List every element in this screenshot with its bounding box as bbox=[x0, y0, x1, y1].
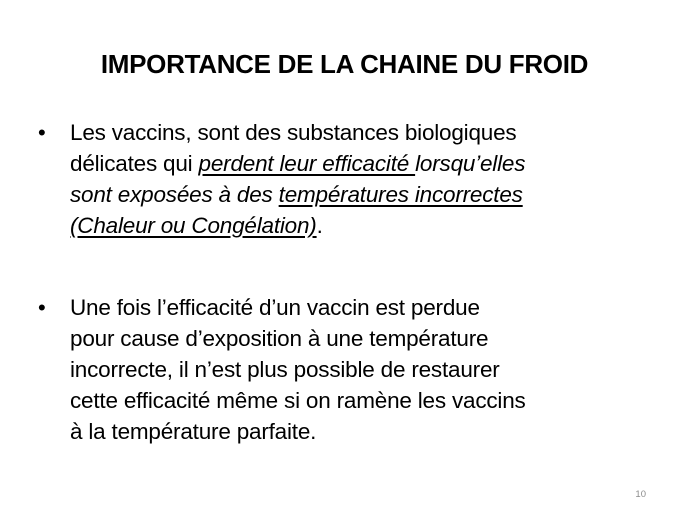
bullet-2-line-1: Une fois l’efficacité d’un vaccin est perdue bbox=[70, 295, 480, 320]
bullet-2-line-4: cette efficacité même si on ramène les vaccins bbox=[70, 388, 526, 413]
emphasis-exposees: sont exposées à des bbox=[70, 182, 279, 207]
bullet-2-line-3: incorrecte, il n’est plus possible de restaurer bbox=[70, 357, 500, 382]
bullet-1-line-2 bbox=[70, 148, 668, 179]
emphasis-temperatures: températures incorrectes bbox=[278, 182, 523, 207]
bullet-2-line-2: pour cause d’exposition à une température bbox=[70, 326, 489, 351]
emphasis-chaleur-congelation: (Chaleur ou Congélation) bbox=[70, 213, 317, 238]
bullet-1-line-3 bbox=[70, 179, 668, 210]
bullet-item-1 bbox=[38, 117, 668, 241]
bullet-dot-icon: • bbox=[38, 120, 46, 145]
page-number: 10 bbox=[635, 489, 646, 500]
bullet-1-text: délicates qui bbox=[70, 151, 199, 176]
bullet-1-line-1: Les vaccins, sont des substances biologiques bbox=[70, 120, 517, 145]
bullet-2-line-5: à la température parfaite. bbox=[70, 419, 317, 444]
bullet-list bbox=[38, 117, 668, 447]
bullet-1-period: . bbox=[316, 213, 323, 238]
bullet-item-2 bbox=[38, 292, 668, 447]
bullet-dot-icon: • bbox=[38, 295, 46, 320]
slide-title: IMPORTANCE DE LA CHAINE DU FROID bbox=[100, 49, 589, 79]
emphasis-lorsquelles: lorsqu’elles bbox=[415, 151, 526, 176]
emphasis-efficacite: perdent leur efficacité bbox=[198, 151, 416, 176]
bullet-1-line-4 bbox=[70, 210, 668, 241]
